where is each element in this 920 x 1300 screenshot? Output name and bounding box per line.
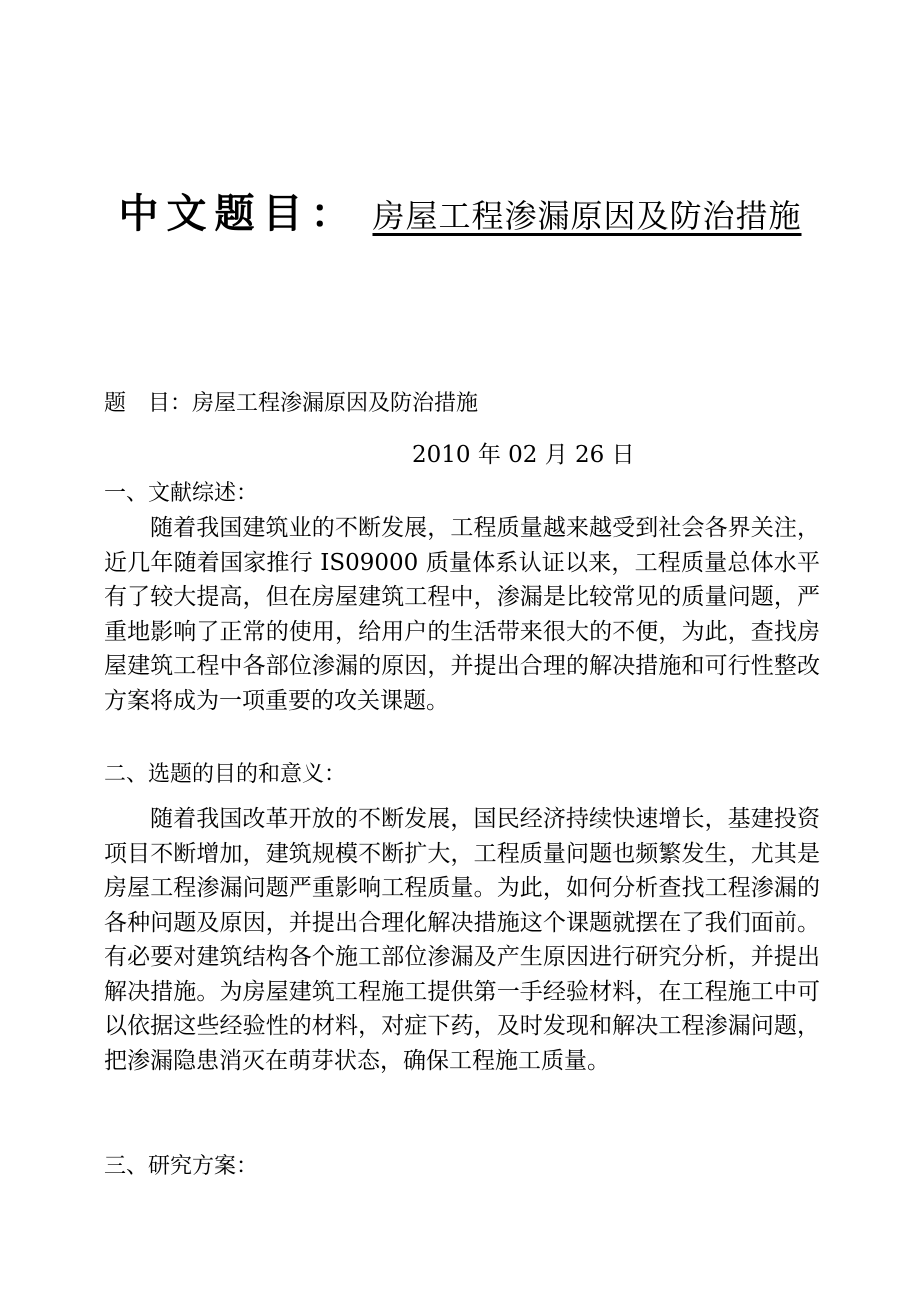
subject-label-part1: 题: [104, 391, 127, 416]
section-heading: 三、研究方案：: [104, 1154, 259, 1179]
section-paragraph: 随着我国改革开放的不断发展，国民经济持续快速增长，基建投资项目不断增加，建筑规模不断扩大，工程质量问题也频繁发生，尤其是房屋工程渗漏问题严重影响工程质量。为此，如何分析查找工程渗漏的各种问题及原因，并提出合理化解决措施这个课题就摆在了我们面前。有必要对建筑结构各个施工部位渗漏及产生原因进行研究分析，并提出解决措施。为房屋建筑工程施工提供第一手经验材料，在工程施工中可以依据这些经验性的材料，对症下药，及时发现和解决工程渗漏问题，把渗漏隐患消灭在萌芽状态，确保工程施工质量。: [104, 806, 820, 1074]
date-line: 2010 年 02 月 26 日: [412, 442, 635, 468]
main-title: [0, 184, 920, 252]
section-research-plan: [104, 1150, 820, 1184]
subject-value: 房屋工程渗漏原因及防治措施: [192, 391, 479, 416]
subject-line: [104, 386, 478, 422]
subject-label-part2: 目：: [148, 391, 193, 416]
section-purpose-significance: [104, 758, 820, 1078]
section-heading: 一、文献综述：: [104, 481, 259, 506]
title-value: 房屋工程渗漏原因及防治措施: [372, 197, 802, 235]
title-label: 中文题目：: [118, 191, 359, 237]
section-paragraph: 随着我国建筑业的不断发展，工程质量越来越受到社会各界关注，近几年随着国家推行 IS09000 质量体系认证以来，工程质量总体水平有了较大提高，但在房屋建筑工程中，渗漏是比较常见的质量问题，严重地影响了正常的使用，给用户的生活带来很大的不便，为此，查找房屋建筑工程中各部位渗漏的原因，并提出合理的解决措施和可行性整改方案将成为一项重要的攻关课题。: [104, 515, 820, 714]
section-heading: 二、选题的目的和意义：: [104, 762, 347, 787]
section-literature-review: [104, 477, 820, 718]
